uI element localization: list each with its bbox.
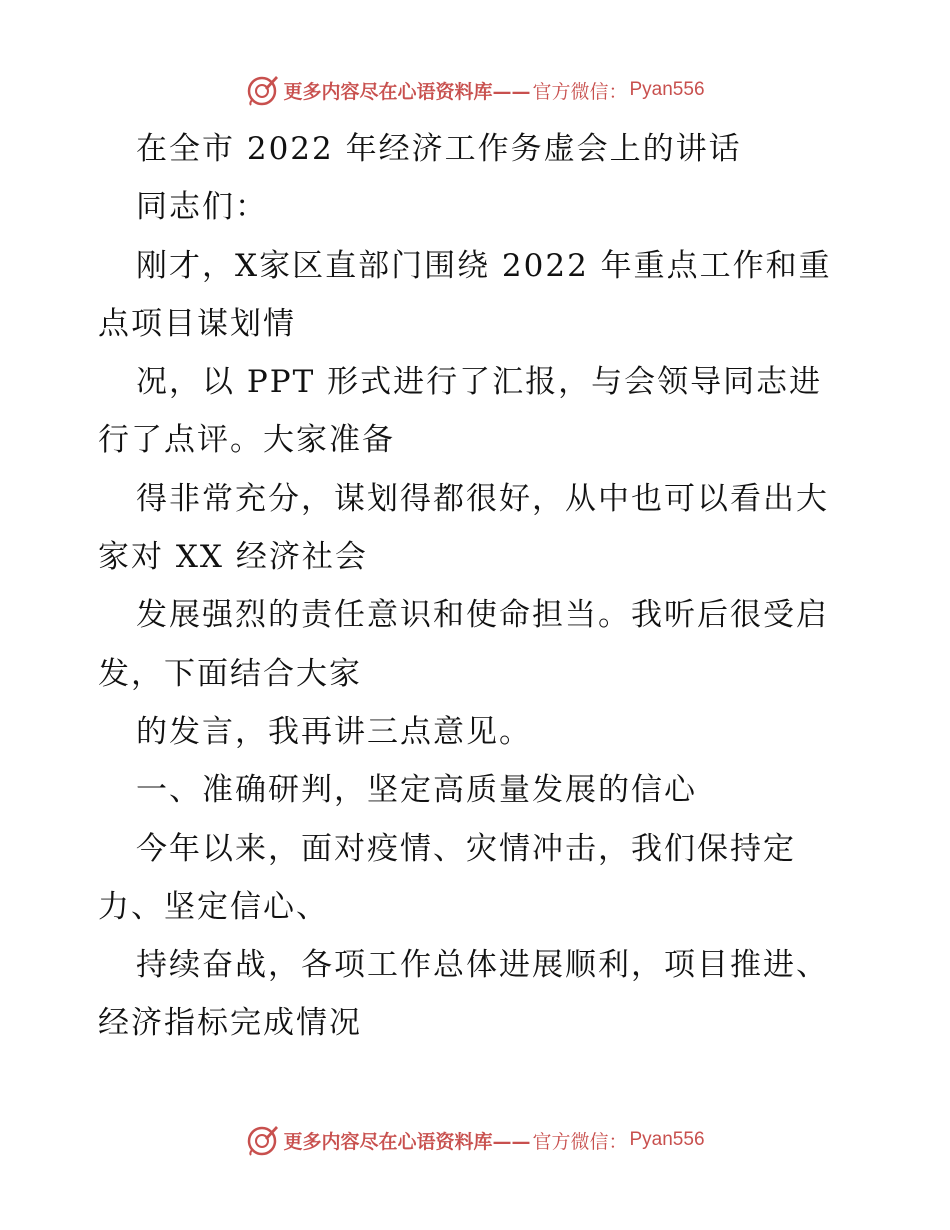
paragraph-line: 持续奋战，各项工作总体进展顺利，项目推进、 <box>136 947 829 984</box>
paragraph-line: 的发言，我再讲三点意见。 <box>136 713 532 750</box>
document-body <box>98 120 858 1053</box>
header-banner <box>0 70 950 110</box>
banner-wechat-id: Pyan556 <box>629 79 705 100</box>
banner-slogan: 更多内容尽在心语资料库—— <box>283 1130 531 1153</box>
banner-wechat-id: Pyan556 <box>629 1129 705 1150</box>
paragraph-line: 行了点评。大家准备 <box>98 422 395 459</box>
banner-slogan: 更多内容尽在心语资料库—— <box>283 80 531 103</box>
paragraph-line: 家对 XX 经济社会 <box>98 539 368 576</box>
paragraph-line: 发展强烈的责任意识和使命担当。我听后很受启 <box>136 597 829 634</box>
paragraph-line: 今年以来，面对疫情、灾情冲击，我们保持定 <box>136 830 796 867</box>
salutation: 同志们： <box>136 189 268 226</box>
paragraph-line: 得非常充分，谋划得都很好，从中也可以看出大 <box>136 480 829 517</box>
paragraph-line: 点项目谋划情 <box>98 305 296 342</box>
pen-logo-icon <box>245 1123 279 1157</box>
paragraph-line: 发，下面结合大家 <box>98 655 362 692</box>
paragraph-line: 力、坚定信心、 <box>98 888 329 925</box>
document-title: 在全市 2022 年经济工作务虚会上的讲话 <box>136 131 742 167</box>
section-heading: 一、准确研判，坚定高质量发展的信心 <box>136 772 697 809</box>
footer-banner <box>0 1120 950 1160</box>
paragraph-line: 刚才，X家区直部门围绕 2022 年重点工作和重 <box>136 247 832 284</box>
paragraph-line: 经济指标完成情况 <box>98 1005 362 1042</box>
pen-logo-icon <box>245 73 279 107</box>
banner-wechat-label: 官方微信： <box>532 1130 628 1153</box>
paragraph-line: 况，以 PPT 形式进行了汇报，与会领导同志进 <box>136 364 823 401</box>
banner-wechat-label: 官方微信： <box>532 80 628 103</box>
